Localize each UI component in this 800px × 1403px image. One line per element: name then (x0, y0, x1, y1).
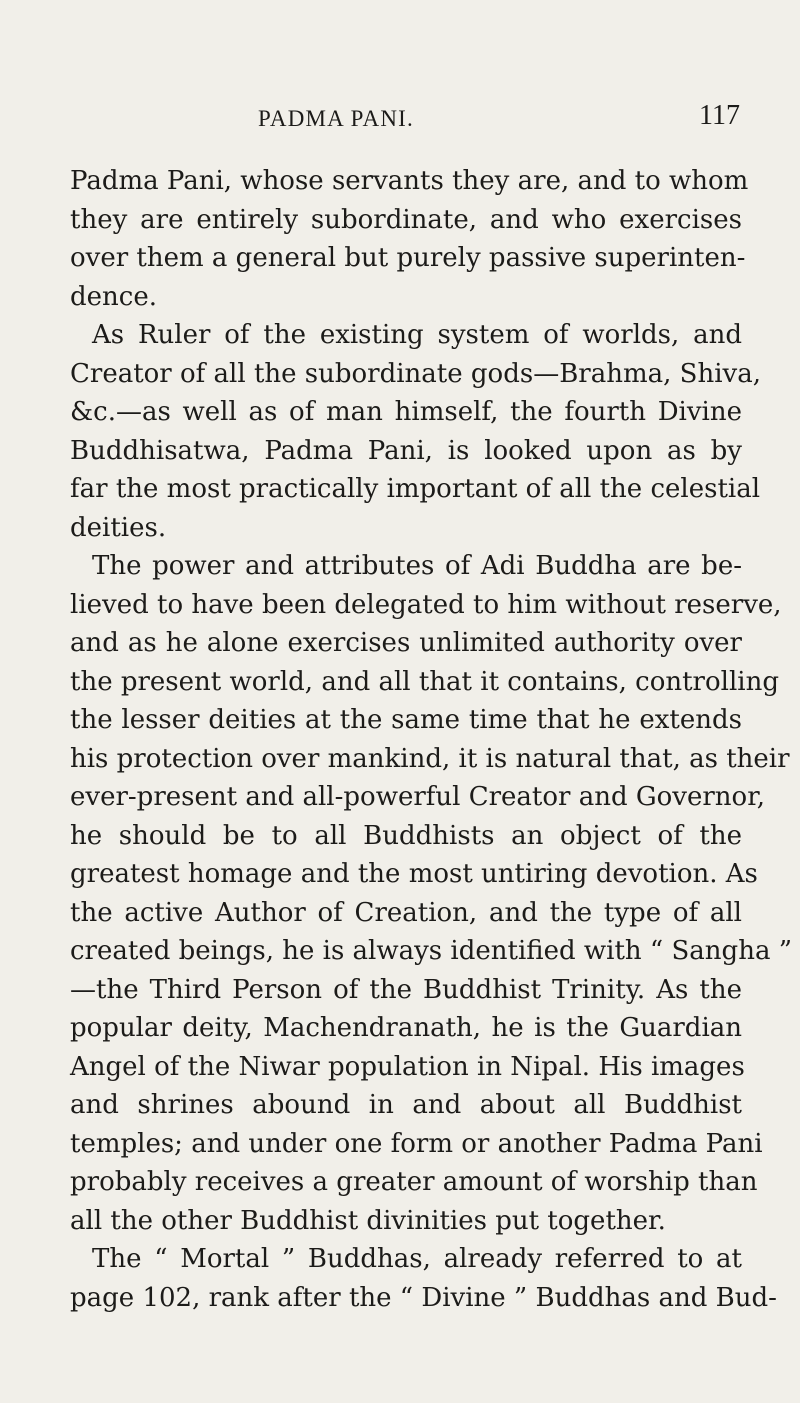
text-line: the active Author of Creation, and the type of all (70, 897, 742, 928)
text-line: Angel of the Niwar population in Nipal. His images (70, 1051, 745, 1082)
text-line: Buddhisatwa, Padma Pani, is looked upon as by (70, 435, 742, 466)
text-line: far the most practically important of all the celestial (70, 474, 761, 504)
text-line: over them a general but purely passive superinten- (70, 243, 746, 273)
text-line: lieved to have been delegated to him without reserve, (70, 589, 782, 620)
text-line: probably receives a greater amount of worship than (70, 1167, 758, 1197)
text-line: greatest homage and the most untiring devotion. As (70, 859, 758, 889)
text-line: &c.—as well as of man himself, the fourth Divine (70, 397, 742, 427)
text-line: ever-present and all-powerful Creator and Governor, (70, 782, 766, 812)
text-line: —the Third Person of the Buddhist Trinity. As the (70, 974, 742, 1005)
text-line: the lesser deities at the same time that he extends (70, 705, 742, 735)
text-line: created beings, he is always identified with “ Sangha ” (70, 936, 792, 966)
text-line: all the other Buddhist divinities put together. (70, 1205, 666, 1236)
text-line: his protection over mankind, it is natural that, as their (70, 743, 790, 774)
text-line: he should be to all Buddhists an object of the (70, 820, 742, 851)
body-text (70, 162, 792, 1317)
text-line: page 102, rank after the “ Divine ” Buddhas and Bud- (70, 1282, 777, 1313)
text-line: popular deity, Machendranath, he is the Guardian (70, 1013, 742, 1043)
text-line: they are entirely subordinate, and who exercises (70, 204, 742, 235)
text-line: deities. (70, 512, 167, 543)
text-line: and as he alone exercises unlimited authority over (70, 628, 742, 658)
text-line: The power and attributes of Adi Buddha are be- (92, 551, 742, 581)
text-line: the present world, and all that it contains, controlling (70, 666, 779, 697)
text-line: temples; and under one form or another Padma Pani (70, 1128, 763, 1159)
text-line: Padma Pani, whose servants they are, and to whom (70, 166, 749, 196)
running-title: PADMA PANI. (258, 106, 414, 131)
text-line: dence. (70, 281, 157, 312)
text-line: The “ Mortal ” Buddhas, already referred to at (92, 1244, 742, 1274)
running-head (70, 100, 740, 150)
page-number: 117 (699, 100, 740, 131)
text-line: As Ruler of the existing system of worlds, and (92, 320, 742, 350)
text-line: Creator of all the subordinate gods—Brahma, Shiva, (70, 358, 761, 389)
text-line: and shrines abound in and about all Buddhist (70, 1090, 742, 1120)
